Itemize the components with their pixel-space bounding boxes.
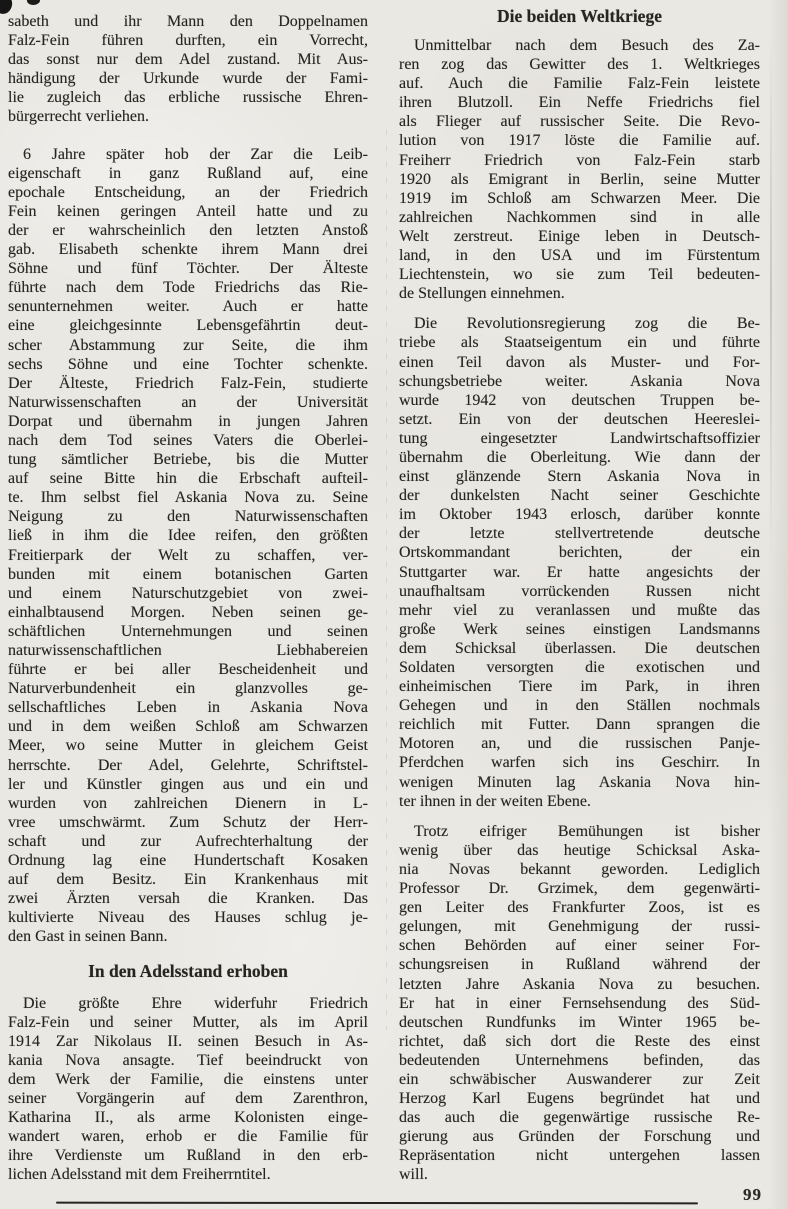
text-line: der dunkelsten Nacht seiner Geschichte — [399, 487, 760, 505]
section-heading-adelsstand: In den Adelsstand erhoben — [88, 960, 288, 981]
text-line: herrschte. Der Adel, Gelehrte, Schriftstel- — [8, 756, 368, 774]
text-line: und in dem weißen Schloß am Schwarzen — [8, 718, 368, 736]
text-line: unaufhaltsam vorrückenden Russen nicht — [399, 582, 760, 600]
text-line: eine gleichgesinnte Lebensgefährtin deut- — [8, 317, 368, 335]
text-line: Motoren an, und die russischen Panje- — [399, 735, 760, 753]
scan-artifact-bottom-edge-line — [56, 1202, 698, 1205]
text-line: das auch die gegenwärtige russische Re- — [399, 1109, 760, 1127]
text-line: lution von 1917 löste die Familie auf. — [399, 132, 760, 150]
text-line: Naturverbundenheit ein glanzvolles ge- — [8, 680, 368, 698]
text-line: Welt zerstreut. Einige leben in Deutsch- — [399, 227, 760, 245]
paragraph — [399, 36, 760, 303]
text-line: will. — [399, 1166, 428, 1184]
text-line: 1919 im Schloß am Schwarzen Meer. Die — [399, 189, 760, 207]
text-line: schungsreisen in Rußland während der — [399, 956, 760, 974]
text-line: einst glänzende Stern Askania Nova in — [399, 468, 760, 486]
text-line: ihre Verdienste um Rußland in den erb- — [8, 1147, 368, 1165]
text-line: Neigung zu den Naturwissenschaften — [8, 508, 368, 526]
text-line: Die größte Ehre widerfuhr Friedrich — [23, 994, 368, 1012]
text-line: Falz-Fein führen durften, ein Vorrecht, — [8, 32, 368, 50]
text-line: schungsbetriebe weiter. Askania Nova — [399, 372, 760, 390]
text-line: naturwissenschaftlichen Liebhabereien — [8, 642, 368, 659]
text-line: der letzte stellvertretende deutsche — [399, 525, 760, 543]
text-line: wurden von zahlreichen Dienern in L- — [8, 794, 368, 812]
text-line: wenigen Minuten lag Askania Nova hin- — [399, 773, 760, 791]
text-line: wenig über das heutige Schicksal Aska- — [399, 841, 760, 859]
text-line: im Oktober 1943 erlosch, darüber konnte — [399, 506, 760, 524]
text-line: nach dem Tod seines Vaters die Oberlei- — [8, 431, 368, 449]
text-line: Ordnung lag eine Hundertschaft Kosaken — [8, 852, 368, 870]
text-line: gen Leiter des Frankfurter Zoos, ist es — [399, 899, 760, 917]
text-line: Stuttgarter war. Er hatte angesichts der — [399, 563, 760, 581]
scan-artifact-edge-line — [770, 40, 772, 560]
text-line: mehr viel zu veranlassen und mußte das — [399, 601, 760, 619]
paragraph — [399, 822, 760, 1185]
text-line: ließ in ihm die Idee reifen, den größten — [8, 527, 368, 545]
text-line: senunternehmen weiter. Auch er hatte — [8, 298, 368, 316]
text-line: Soldaten versorgten die exotischen und — [399, 659, 760, 676]
text-line: wandert waren, erhob er die Familie für — [8, 1128, 368, 1146]
text-line: Liechtenstein, wo sie zum Teil bedeuten- — [399, 266, 760, 284]
text-line: bürgerrecht verliehen. — [8, 108, 149, 126]
text-line: Repräsentation nicht untergehen lassen — [399, 1147, 760, 1165]
text-line: bunden mit einem botanischen Garten — [8, 565, 368, 583]
text-line: ein schwäbischer Auswanderer zur Zeit — [399, 1070, 760, 1088]
text-line: Dorpat und übernahm in jungen Jahren — [8, 412, 368, 430]
text-line: 6 Jahre später hob der Zar die Leib- — [23, 145, 368, 163]
scan-artifact-corner-blob-small — [27, 0, 41, 6]
text-line: sabeth und ihr Mann den Doppelnamen — [8, 13, 368, 30]
text-line: Katharina II., als arme Kolonisten einge- — [8, 1109, 368, 1127]
page-number: 99 — [743, 1185, 762, 1204]
text-line: deutschen Rundfunks im Winter 1965 be- — [399, 1013, 760, 1031]
text-line: ihren Blutzoll. Ein Neffe Friedrichs fiel — [399, 94, 760, 112]
text-line: setzt. Ein von der deutschen Heereslei- — [399, 410, 760, 428]
paragraph — [399, 314, 760, 810]
text-line: Herzog Karl Eugens begründet hat und — [399, 1090, 760, 1108]
text-line: eigenschaft in ganz Rußland auf, eine — [8, 164, 368, 182]
text-line: Professor Dr. Grzimek, dem gegenwärti- — [399, 880, 760, 898]
text-line: tung sämtlicher Betriebe, bis die Mutter — [8, 451, 368, 469]
right-column — [399, 5, 760, 1185]
text-line: einhalbtausend Morgen. Neben seinen ge- — [8, 603, 368, 621]
text-line: Falz-Fein und seiner Mutter, als im April — [8, 1013, 368, 1031]
text-line: führte er bei aller Bescheidenheit und — [8, 661, 368, 679]
text-line: als Flieger auf russischer Seite. Die Revo- — [399, 113, 760, 131]
text-line: Freitierpark der Welt zu schaffen, ver- — [8, 546, 368, 564]
paragraph — [8, 145, 368, 947]
text-line: Gehegen und in den Ställen nochmals — [399, 697, 760, 715]
text-line: de Stellungen einnehmen. — [399, 285, 565, 303]
text-line: te. Ihm selbst fiel Askania Nova zu. Seine — [8, 489, 368, 507]
text-line: tung eingesetzter Landwirtschaftsoffizier — [399, 429, 760, 447]
text-line: Fein keinen geringen Anteil hatte und zu — [8, 202, 368, 220]
text-line: richtet, daß sich dort die Reste des einst — [399, 1032, 760, 1050]
text-line: einheimischen Tiere im Park, in ihren — [399, 678, 760, 696]
text-line: kania Nova ansagte. Tief beeindruckt von — [8, 1051, 368, 1069]
text-line: Er hat in einer Fernsehsendung des Süd- — [399, 994, 760, 1012]
text-line: Die Revolutionsregierung zog die Be- — [414, 315, 760, 333]
text-line: schen Behörden auf einer seiner For- — [399, 937, 760, 955]
text-line: letzten Jahre Askania Nova zu besuchen. — [399, 975, 760, 993]
text-line: Söhne und fünf Töchter. Der Älteste — [8, 260, 368, 278]
text-line: scher Abstammung zur Seite, die ihm — [8, 336, 368, 354]
text-line: große Werk seines einstigen Landsmanns — [399, 620, 760, 638]
text-line: schaft und zur Aufrechterhaltung der — [8, 832, 368, 850]
text-line: seiner Vorgängerin auf dem Zarenthron, — [8, 1089, 368, 1107]
scan-artifact-gutter-crease — [386, 130, 387, 1030]
text-line: Freiherr Friedrich von Falz-Fein starb — [399, 151, 760, 169]
text-line: zwei Ärzten versah die Kranken. Das — [8, 890, 368, 908]
text-line: ren zog das Gewitter des 1. Weltkrieges — [399, 56, 760, 74]
text-line: einen Teil davon als Muster- und For- — [399, 353, 760, 371]
text-line: ler und Künstler gingen aus und ein und — [8, 775, 368, 793]
text-line: auf. Auch die Familie Falz-Fein leistete — [399, 75, 760, 93]
text-line: auf dem Besitz. Ein Krankenhaus mit — [8, 871, 368, 889]
text-line: auf seine Bitte hin die Erbschaft aufteil- — [8, 470, 368, 488]
text-line: vree umschwärmt. Zum Schutz der Herr- — [8, 813, 368, 831]
text-line: der er wahrscheinlich den letzten Anstoß — [8, 221, 368, 239]
section-heading-weltkriege: Die beiden Weltkriege — [497, 6, 662, 26]
text-line: gierung aus Gründen der Forschung und — [399, 1128, 760, 1146]
text-line: wurde 1942 von deutschen Truppen be- — [399, 391, 760, 409]
text-line: Der Älteste, Friedrich Falz-Fein, studierte — [8, 374, 368, 392]
text-line: sechs Söhne und eine Tochter schenkte. — [8, 355, 368, 373]
text-line: und einem Naturschutzgebiet von zwei- — [8, 584, 368, 602]
paragraph-continuation — [8, 12, 368, 127]
text-line: 1920 als Emigrant in Berlin, seine Mutter — [399, 170, 760, 188]
paragraph — [8, 994, 368, 1185]
text-line: kultivierte Niveau des Hauses schlug je- — [8, 909, 368, 927]
text-line: Naturwissenschaften an der Universität — [8, 393, 368, 411]
text-line: übernahm die Oberleitung. Wie dann der — [399, 448, 760, 466]
text-line: triebe als Staatseigentum ein und führte — [399, 334, 760, 352]
text-line: führte nach dem Tode Friedrichs das Rie- — [8, 279, 368, 297]
text-line: Meer, wo seine Mutter in gleichem Geist — [8, 737, 368, 755]
text-line: händigung der Urkunde wurde der Fami- — [8, 70, 368, 88]
text-line: Unmittelbar nach dem Besuch des Za- — [414, 37, 760, 54]
text-line: Ortskommandant berichten, der ein — [399, 544, 760, 562]
text-line: das sonst nur dem Adel zustand. Mit Aus- — [8, 51, 368, 69]
text-line: dem Schicksal überlassen. Die deutschen — [399, 639, 760, 657]
text-line: lie zugleich das erbliche russische Ehren- — [8, 89, 368, 107]
text-line: 1914 Zar Nikolaus II. seinen Besuch in As- — [8, 1032, 368, 1050]
text-line: land, in den USA und im Fürstentum — [399, 247, 760, 265]
left-column — [8, 12, 368, 1184]
text-line: lichen Adelsstand mit dem Freiherrntitel. — [8, 1166, 271, 1184]
text-line: schäftlichen Unternehmungen und seinen — [8, 622, 368, 640]
text-line: epochale Entscheidung, an der Friedrich — [8, 183, 368, 201]
text-line: Pferdchen warfen sich ins Geschirr. In — [399, 754, 760, 772]
text-line: reichlich mit Futter. Dann sprangen die — [399, 716, 760, 734]
text-line: dem Werk der Familie, die einstens unter — [8, 1070, 368, 1088]
text-line: bedeutenden Unternehmens befinden, das — [399, 1051, 760, 1069]
text-line: zahlreichen Nachkommen sind in alle — [399, 208, 760, 226]
text-line: ter ihnen in der weiten Ebene. — [399, 792, 591, 810]
text-line: sellschaftliches Leben in Askania Nova — [8, 699, 368, 717]
text-line: gab. Elisabeth schenkte ihrem Mann drei — [8, 241, 368, 259]
text-line: nia Novas bekannt geworden. Lediglich — [399, 860, 760, 878]
text-line: den Gast in seinen Bann. — [8, 928, 168, 946]
text-line: Trotz eifriger Bemühungen ist bisher — [414, 822, 760, 840]
text-line: gelungen, mit Genehmigung der russi- — [399, 918, 760, 936]
